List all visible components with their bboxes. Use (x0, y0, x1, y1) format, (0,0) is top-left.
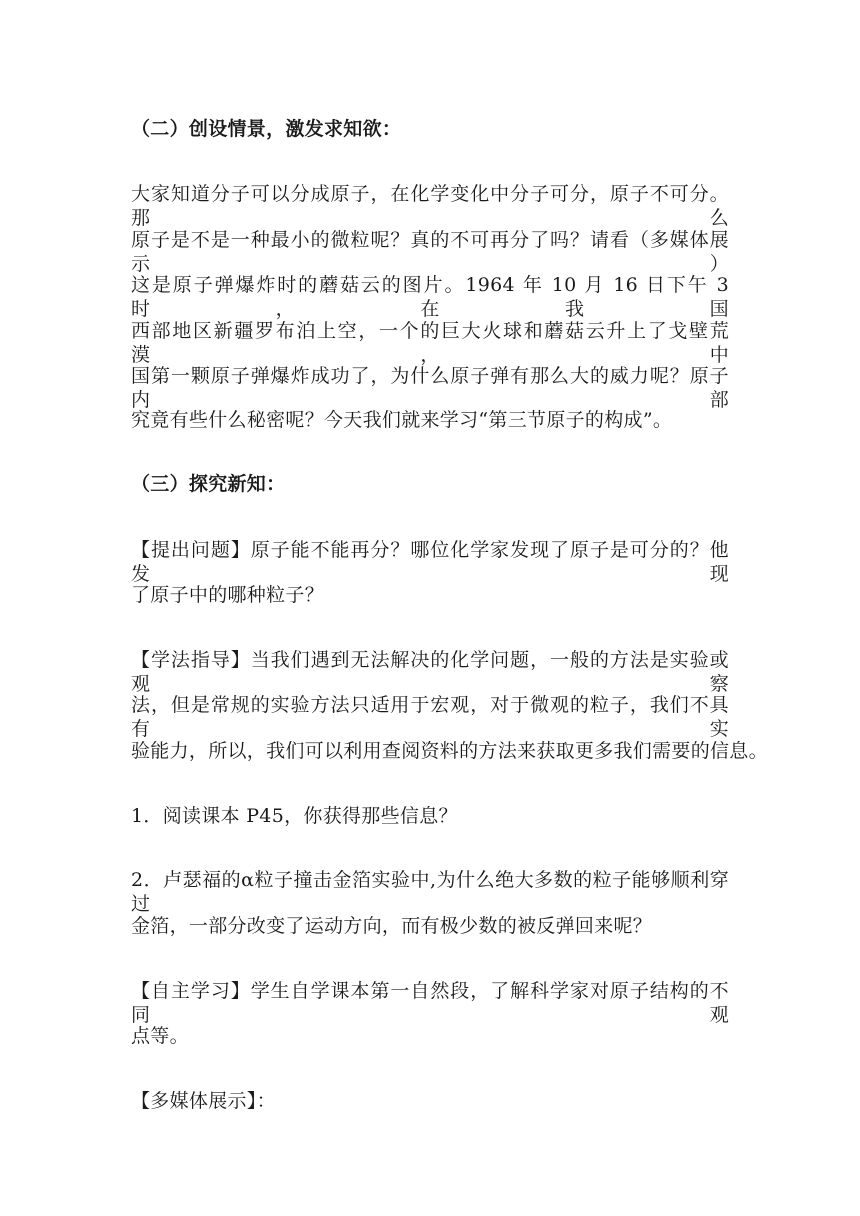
paragraph-line: 法，但是常规的实验方法只适用于宏观，对于微观的粒子，我们不具有实 (131, 694, 729, 740)
list-item-read-textbook: 1．阅读课本 P45，你获得那些信息？ (131, 805, 458, 827)
paragraph-line: 了原子中的哪种粒子？ (131, 584, 325, 606)
paragraph-line: 究竟有些什么秘密呢？今天我们就来学习“第三节原子的构成”。 (131, 409, 673, 431)
paragraph-line: 【自主学习】学生自学课本第一自然段，了解科学家对原子结构的不同观 (131, 980, 729, 1026)
section-heading-create-scenario: （二）创设情景，激发求知欲： (131, 118, 402, 140)
multimedia-label: 【多媒体展示】： (131, 1090, 276, 1112)
paragraph-line: 这是原子弹爆炸时的蘑菇云的图片。1964 年 10 月 16 日下午 3 时，在我国 (131, 274, 729, 320)
paragraph-line: 2．卢瑟福的α粒子撞击金箔实验中,为什么绝大多数的粒子能够顺利穿过 (131, 869, 729, 915)
section-heading-explore-new: （三）探究新知： (131, 473, 286, 495)
paragraph-line: 大家知道分子可以分成原子，在化学变化中分子可分，原子不可分。那么 (131, 183, 729, 229)
paragraph-line: 国第一颗原子弹爆炸成功了，为什么原子弹有那么大的威力呢？原子内部 (131, 365, 729, 411)
paragraph-line: 西部地区新疆罗布泊上空，一个的巨大火球和蘑菇云升上了戈壁荒漠，中 (131, 320, 729, 366)
paragraph-line: 金箔，一部分改变了运动方向，而有极少数的被反弹回来呢？ (131, 915, 653, 937)
paragraph-line: 【提出问题】原子能不能再分？哪位化学家发现了原子是可分的？他发现 (131, 539, 729, 585)
paragraph-line: 验能力，所以，我们可以利用查阅资料的方法来获取更多我们需要的信息。 (131, 740, 768, 762)
paragraph-line: 点等。 (131, 1025, 189, 1047)
paragraph-line: 【学法指导】当我们遇到无法解决的化学问题，一般的方法是实验或观察 (131, 649, 729, 695)
paragraph-line: 原子是不是一种最小的微粒呢？真的不可再分了吗？请看（多媒体展示） (131, 229, 729, 275)
